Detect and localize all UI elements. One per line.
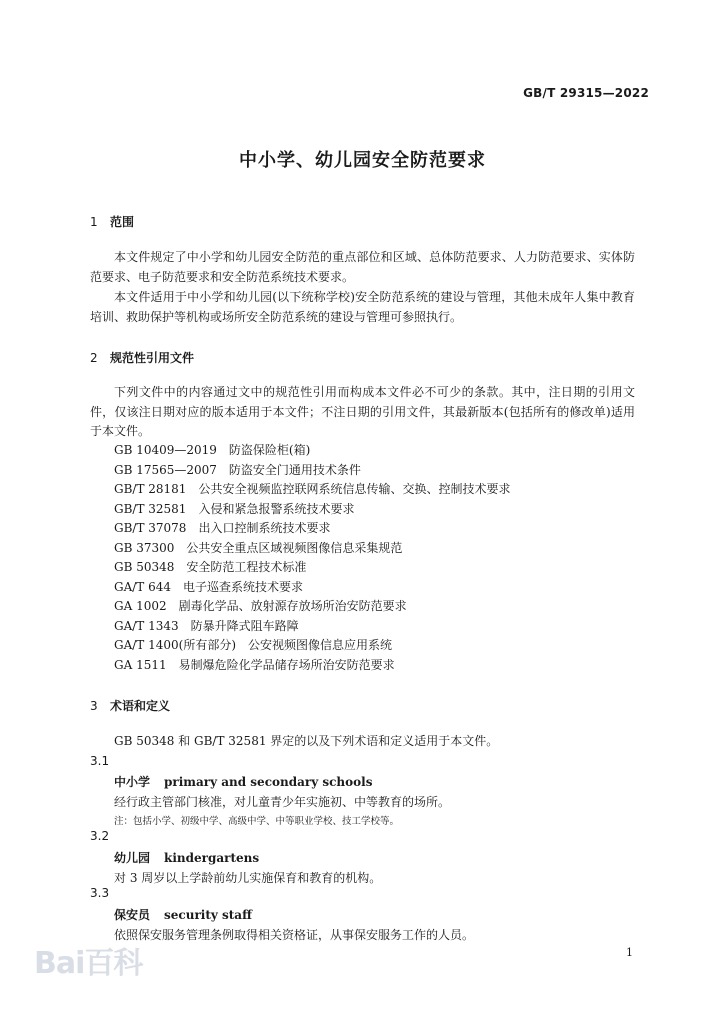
term-en: kindergartens [164, 851, 260, 865]
section-title: 规范性引用文件 [110, 351, 195, 365]
section-1-paragraph-1: 本文件规定了中小学和幼儿园安全防范的重点部位和区域、总体防范要求、人力防范要求、实体防范要求、电子防范要求和安全防范系统技术要求。 [90, 250, 635, 284]
section-3-paragraph-1: GB 50348 和 GB/T 32581 界定的以及下列术语和定义适用于本文件。 [114, 734, 499, 748]
section-2-paragraph-1: 下列文件中的内容通过文中的规范性引用而构成本文件必不可少的条款。其中，注日期的引用文件，仅该注日期对应的版本适用于本文件；不注日期的引用文件，其最新版本(包括所有的修改单)适用于本文件。 [90, 385, 635, 438]
document-title: 中小学、幼儿园安全防范要求 [239, 150, 486, 171]
section-title: 术语和定义 [110, 699, 171, 713]
section-2-heading [90, 349, 194, 366]
term-definition: 依照保安服务管理条例取得相关资格证，从事保安服务工作的人员。 [114, 928, 475, 942]
reference-item: GB/T 28181 公共安全视频监控联网系统信息传输、交换、控制技术要求 [114, 482, 511, 496]
term-note: 注：包括小学、初级中学、高级中学、中等职业学校、技工学校等。 [114, 816, 400, 827]
reference-item: GB 17565—2007 防盗安全门通用技术条件 [114, 463, 361, 477]
term-entry [114, 773, 372, 790]
reference-item: GA 1511 易制爆危险化学品储存场所治安防范要求 [114, 658, 395, 672]
section-3-heading [90, 697, 170, 714]
clause-number: 3.3 [90, 886, 110, 900]
clause-number: 3.1 [90, 754, 110, 768]
reference-item: GB 10409—2019 防盗保险柜(箱) [114, 443, 311, 457]
term-zh: 中小学 [114, 775, 151, 789]
clause-number: 3.2 [90, 829, 110, 843]
reference-item: GB 37300 公共安全重点区域视频图像信息采集规范 [114, 541, 403, 555]
term-zh: 保安员 [114, 908, 151, 922]
reference-item: GA/T 644 电子巡查系统技术要求 [114, 580, 304, 594]
section-1-heading [90, 213, 134, 230]
reference-item: GA/T 1400(所有部分) 公安视频图像信息应用系统 [114, 638, 393, 652]
term-definition: 对 3 周岁以上学龄前幼儿实施保育和教育的机构。 [114, 871, 382, 885]
reference-item: GA/T 1343 防暴升降式阻车路障 [114, 619, 299, 633]
section-number: 1 [90, 215, 98, 229]
section-number: 3 [90, 699, 98, 713]
term-definition: 经行政主管部门核准，对儿童青少年实施初、中等教育的场所。 [114, 795, 451, 809]
term-en: security staff [164, 908, 252, 922]
term-entry [114, 906, 252, 923]
reference-item: GB/T 37078 出入口控制系统技术要求 [114, 521, 331, 535]
term-entry [114, 849, 259, 866]
watermark-text: Bai百科 [34, 946, 143, 981]
section-title: 范围 [110, 215, 135, 229]
reference-item: GB 50348 安全防范工程技术标准 [114, 560, 307, 574]
page-number: 1 [626, 946, 633, 959]
term-zh: 幼儿园 [114, 851, 151, 865]
section-number: 2 [90, 351, 98, 365]
reference-item: GA 1002 剧毒化学品、放射源存放场所治安防范要求 [114, 599, 407, 613]
term-en: primary and secondary schools [164, 775, 373, 789]
baidu-watermark-logo [34, 938, 142, 982]
reference-item: GB/T 32581 入侵和紧急报警系统技术要求 [114, 502, 355, 516]
standard-number: GB/T 29315—2022 [523, 86, 649, 100]
section-1-paragraph-2: 本文件适用于中小学和幼儿园(以下统称学校)安全防范系统的建设与管理，其他未成年人集中教育培训、救助保护等机构或场所安全防范系统的建设与管理可参照执行。 [90, 290, 635, 324]
